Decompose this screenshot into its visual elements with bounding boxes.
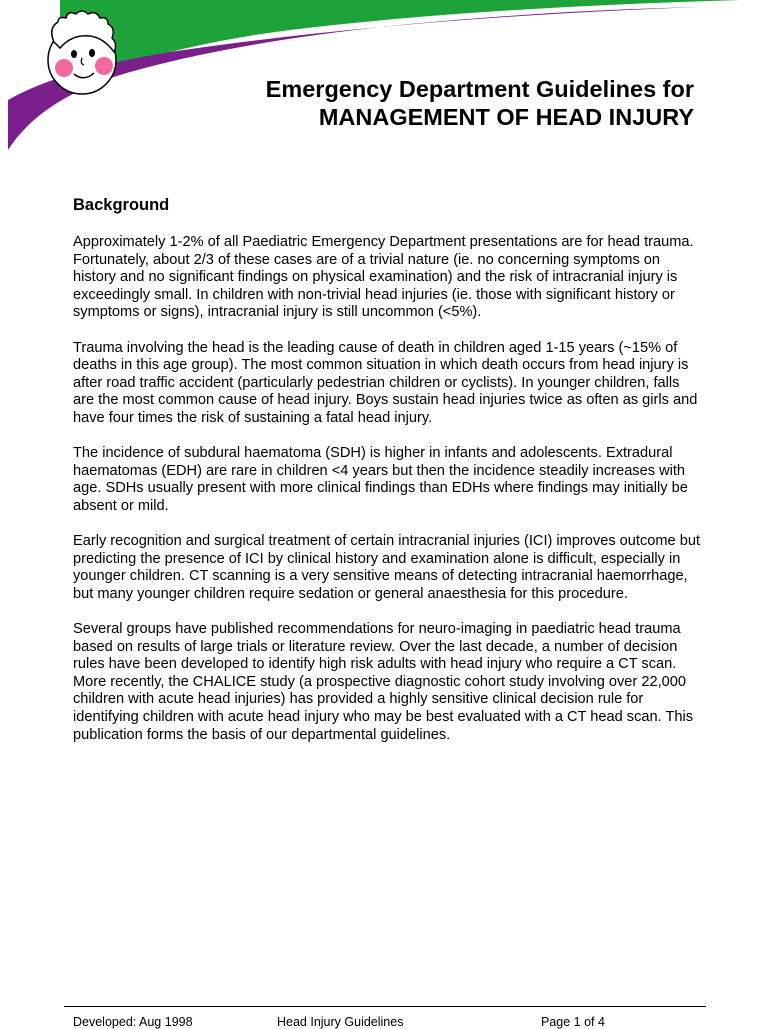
paragraph: Several groups have published recommendations for neuro-imaging in paediatric head trauma based on results of large trials or literature review. Over the last decade, a number of decision rules have been developed to identify high risk adults with head injury who require a CT scan. More recently, the CHALICE study (a prospective diagnostic cohort study involving over 22,000 children with acute head injuries) has provided a highly sensitive clinical decision rule for identifying children with acute head injury who may be best evaluated with a CT head scan. This publication forms the basis of our departmental guidelines. — [73, 621, 694, 743]
child-face-icon — [34, 8, 126, 100]
footer-document-name: Head Injury Guidelines — [277, 1015, 404, 1029]
document-title — [266, 75, 694, 131]
paragraph: Trauma involving the head is the leading cause of death in children aged 1-15 years (~15% of deaths in this age group). The most common situation in which death occurs from head injury is after road traffic accident (particularly pedestrian children or cyclists). In younger children, falls are the most common cause of head injury. Boys sustain head injuries twice as often as girls and have four times the risk of sustaining a fatal head injury. — [73, 339, 698, 426]
section-heading: Background — [73, 196, 170, 214]
paragraph: Early recognition and surgical treatment of certain intracranial injuries (ICI) improves outcome but predicting the presence of ICI by clinical history and examination alone is difficult, especially in younger children. CT scanning is a very sensitive means of detecting intracranial haemorrhage, but many younger children require sedation or general anaesthesia for this procedure. — [73, 533, 700, 602]
footer-developed: Developed: Aug 1998 — [73, 1015, 193, 1029]
title-line-2: MANAGEMENT OF HEAD INJURY — [318, 104, 694, 130]
footer-divider — [64, 1006, 706, 1007]
paragraph: Approximately 1-2% of all Paediatric Emergency Department presentations are for head trauma. Fortunately, about 2/3 of these cases are of a trivial nature (ie. no concerning symptoms on history and no significant findings on physical examination) and the risk of intracranial injury is exceedingly small. In children with non-trivial head injuries (ie. those with significant history or symptoms or signs), intracranial injury is still uncommon (<5%). — [73, 234, 694, 321]
section-body — [73, 234, 703, 762]
title-line-1: Emergency Department Guidelines for — [265, 76, 694, 102]
paragraph: The incidence of subdural haematoma (SDH) is higher in infants and adolescents. Extradural haematomas (EDH) are rare in children <4 years but then the incidence steadily increases with age. SDHs usually present with more clinical findings than EDHs where findings may initially be absent or mild. — [73, 445, 688, 514]
footer-page-number: Page 1 of 4 — [541, 1015, 605, 1029]
